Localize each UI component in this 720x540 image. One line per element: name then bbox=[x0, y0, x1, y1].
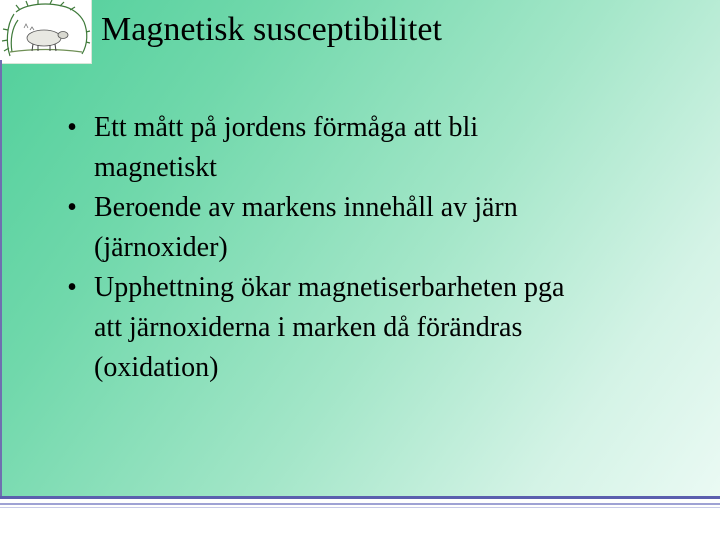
bullet-text-line: Upphettning ökar magnetiserbarheten pga bbox=[94, 272, 565, 303]
bullet-text-line: (järnoxider) bbox=[94, 232, 228, 263]
logo bbox=[0, 0, 92, 64]
bullet-text-line: magnetiskt bbox=[94, 152, 217, 183]
bottom-rule-line bbox=[0, 496, 720, 499]
bullet-text-line: (oxidation) bbox=[94, 352, 219, 383]
bottom-rule-line bbox=[0, 507, 720, 508]
bullet-text-line: att järnoxiderna i marken då förändras bbox=[94, 312, 523, 343]
bullet-dot: • bbox=[67, 192, 77, 223]
left-rule bbox=[0, 60, 2, 540]
bullet-item bbox=[62, 268, 682, 388]
slide-title: Magnetisk susceptibilitet bbox=[101, 11, 442, 48]
bullet-item bbox=[62, 108, 682, 188]
bullet-item bbox=[62, 188, 682, 268]
bullet-dot: • bbox=[67, 272, 77, 303]
bullet-text-line: Ett mått på jordens förmåga att bli bbox=[94, 112, 479, 143]
bullet-text-line: Beroende av markens innehåll av järn bbox=[94, 192, 518, 223]
bottom-rule-line bbox=[0, 503, 720, 505]
bullet-dot: • bbox=[67, 112, 77, 143]
bottom-rules bbox=[0, 496, 720, 540]
bullet-list bbox=[62, 108, 682, 388]
sheep-wreath-logo-icon bbox=[0, 0, 91, 63]
